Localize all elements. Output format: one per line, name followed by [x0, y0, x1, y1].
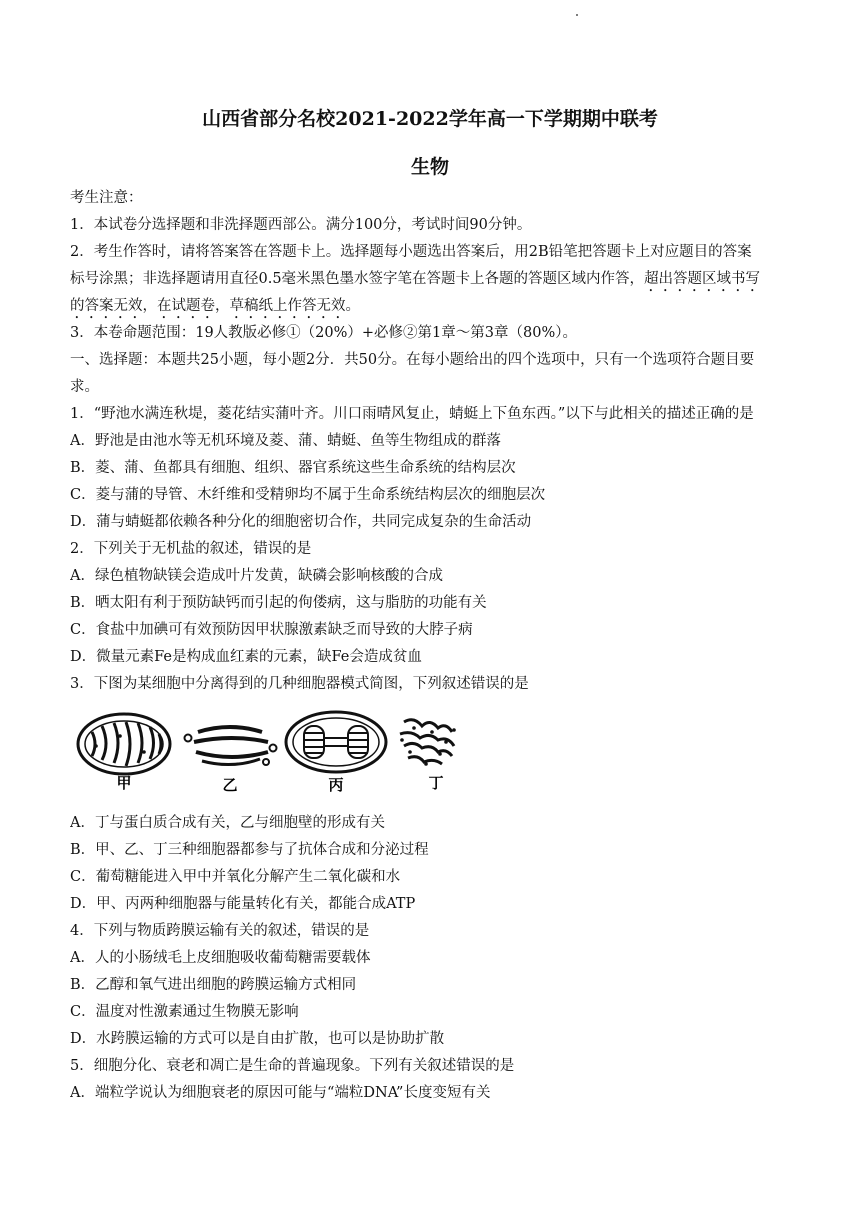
- q5-option-a: A．端粒学说认为细胞衰老的原因可能与“端粒DNA”长度变短有关: [70, 1085, 491, 1101]
- q3-option-a: A．丁与蛋白质合成有关，乙与细胞壁的形成有关: [70, 815, 385, 831]
- q2-option-b: B．晒太阳有利于预防缺钙而引起的佝偻病，这与脂肪的功能有关: [70, 595, 487, 611]
- notice-item-2-emphasis: 超出答题区域书写: [644, 271, 761, 287]
- q1-option-b: B．菱、蒲、鱼都具有细胞、组织、器官系统这些生命系统的结构层次: [70, 460, 516, 476]
- q2-stem: 2．下列关于无机盐的叙述，错误的是: [70, 541, 312, 557]
- page-dot: [576, 14, 578, 16]
- exam-title: 山西省部分名校2021-2022学年高一下学期期中联考: [202, 108, 658, 130]
- organelle-diagram: [74, 702, 494, 806]
- chloroplast-drawing: [286, 712, 386, 772]
- q1-stem: 1．“野池水满连秋堤，菱花结实蒲叶齐。川口雨晴风复止，蜻蜓上下鱼东西。”以下与此相关的描述正确的是: [70, 406, 754, 422]
- q4-option-a: A．人的小肠绒毛上皮细胞吸收葡萄糖需要载体: [70, 950, 371, 966]
- golgi-drawing: [185, 727, 277, 765]
- notice-item-3: 3．本卷命题范围：19人教版必修①（20%）+必修②第1章～第3章（80%）。: [70, 325, 577, 341]
- q3-option-d: D．甲、丙两种细胞器与能量转化有关，都能合成ATP: [70, 896, 416, 912]
- q3-option-b: B．甲、乙、丁三种细胞器都参与了抗体合成和分泌过程: [70, 842, 429, 858]
- mitochondrion-drawing: [78, 714, 170, 774]
- fig-label-ding: 丁: [428, 775, 444, 792]
- q4-option-b: B．乙醇和氧气进出细胞的跨膜运输方式相同: [70, 977, 357, 993]
- notice-item-2-line-2: [70, 266, 792, 293]
- q1-option-c: C．菱与蒲的导管、木纤维和受精卵均不属于生命系统结构层次的细胞层次: [70, 487, 546, 503]
- exam-subject: 生物: [410, 156, 449, 178]
- er-drawing: [400, 720, 456, 766]
- notice-item-2-emphasis-2: 的答案无效，在试题卷，草稿纸上作答无效。: [70, 298, 360, 314]
- fig-label-jia: 甲: [116, 775, 132, 792]
- section-1-line-1: 一、选择题：本题共25小题，每小题2分．共50分。在每小题给出的四个选项中，只有一个选项符合题目要: [70, 352, 755, 368]
- q2-option-c: C．食盐中加碘可有效预防因甲状腺激素缺乏而导致的大脖子病: [70, 622, 473, 638]
- fig-label-bing: 丙: [328, 777, 344, 794]
- q1-option-d: D．蒲与蜻蜓都依赖各种分化的细胞密切合作，共同完成复杂的生命活动: [70, 514, 532, 530]
- q2-option-a: A．绿色植物缺镁会造成叶片发黄，缺磷会影响核酸的合成: [70, 568, 443, 584]
- notice-item-2-text: 标号涂黑；非选择题请用直径0.5毫米黑色墨水签字笔在答题卡上各题的答题区域内作答，: [70, 271, 645, 287]
- q5-stem: 5．细胞分化、衰老和凋亡是生命的普遍现象。下列有关叙述错误的是: [70, 1058, 515, 1074]
- q4-option-c: C．温度对性激素通过生物膜无影响: [70, 1004, 299, 1020]
- exam-content: [70, 185, 792, 1107]
- q3-stem: 3．下图为某细胞中分离得到的几种细胞器模式简图，下列叙述错误的是: [70, 676, 529, 692]
- q3-option-c: C．葡萄糖能进入甲中并氧化分解产生二氧化碳和水: [70, 869, 401, 885]
- organelle-figure: [70, 698, 792, 810]
- q1-option-a: A．野池是由池水等无机环境及菱、蒲、蜻蜓、鱼等生物组成的群落: [70, 433, 501, 449]
- section-1-line-2: 求。: [70, 379, 99, 395]
- notice-item-1: 1．本试卷分选择题和非洗择题西部公。满分100分，考试时间90分钟。: [70, 217, 532, 233]
- q4-option-d: D．水跨膜运输的方式可以是自由扩散，也可以是协助扩散: [70, 1031, 445, 1047]
- q2-option-d: D．微量元素Fe是构成血红素的元素，缺Fe会造成贫血: [70, 649, 422, 665]
- notice-item-2-line-3: [70, 293, 792, 320]
- notice-item-2-line-1: 2．考生作答时，请将答案答在答题卡上。选择题每小题选出答案后，用2B铅笔把答题卡上对应题目的答案: [70, 244, 752, 260]
- notice-header: 考生注意：: [70, 190, 143, 206]
- q4-stem: 4．下列与物质跨膜运输有关的叙述，错误的是: [70, 923, 370, 939]
- fig-label-yi: 乙: [222, 777, 238, 794]
